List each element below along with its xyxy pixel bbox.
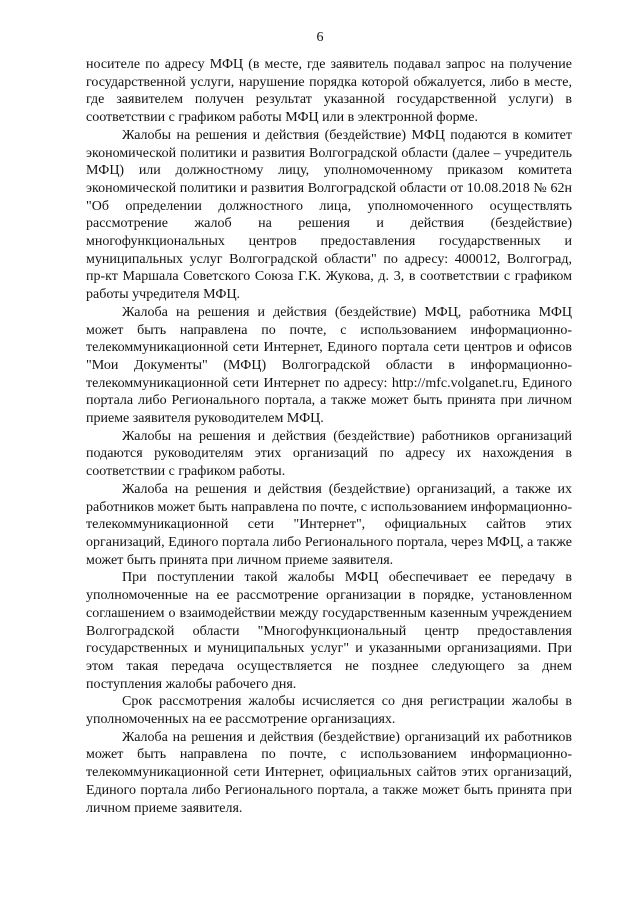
paragraph-continuation: носителе по адресу МФЦ (в месте, где заявитель подавал запрос на получение государственной услуги, нарушение порядка которой обжалуется, либо в месте, где заявителем получен результат указанной государственной услуги) в соответствии с графиком работы МФЦ или в электронной форме. <box>86 57 572 126</box>
paragraph: Жалобы на решения и действия (бездействие) работников организаций подаются руководителям этих организаций по адресу их нахождения в соответствии с графиком работы. <box>86 428 572 480</box>
paragraph: Срок рассмотрения жалобы исчисляется со дня регистрации жалобы в уполномоченных на ее рассмотрение организациях. <box>86 694 572 728</box>
page-number: 6 <box>316 30 324 45</box>
paragraph: Жалоба на решения и действия (бездействие) МФЦ, работника МФЦ может быть направлена по почте, с использованием информационно-телекоммуникационной сети Интернет, Единого портала сети центров и офисов "Мои Документы" (МФЦ) Волгоградской области в информационно-телекоммуникационной сети Интернет по адресу: http://mfc.volganet.ru, Единого портала либо Регионального портала, а также может быть принята при личном приеме заявителя руководителем МФЦ. <box>86 304 572 427</box>
paragraph: При поступлении такой жалобы МФЦ обеспечивает ее передачу в уполномоченные на ее рассмотрение организации в порядке, установленном соглашением о взаимодействии между государственным казенным учреждением Волгоградской области "Многофункциональный центр предоставления государственных и муниципальных услуг" и указанными организациями. При этом такая передача осуществляется не позднее следующего за днем поступления жалобы рабочего дня. <box>86 570 572 692</box>
paragraph: Жалоба на решения и действия (бездействие) организаций их работников может быть направлена по почте, с использованием информационно-телекоммуникационной сети Интернет, официальных сайтов этих организаций, Единого портала либо Регионального портала, а также может быть принята при личном приеме заявителя. <box>86 729 572 816</box>
paragraph: Жалобы на решения и действия (бездействие) МФЦ подаются в комитет экономической политики и развития Волгоградской области (далее – учредитель МФЦ) или должностному лицу, уполномоченному приказом комитета экономической политики и развития Волгоградской области от 10.08.2018 № 62н "Об определении должностного лица, уполномоченного осуществлять рассмотрение жалоб на решения и действия (бездействие) многофункциональных центров предоставления государственных и муниципальных услуг Волгоградской области" по адресу: 400012, Волгоград, пр-кт Маршала Советского Союза Г.К. Жукова, д. 3, в соответствии с графиком работы учредителя МФЦ. <box>86 127 572 303</box>
paragraph: Жалоба на решения и действия (бездействие) организаций, а также их работников может быть направлена по почте, с использованием информационно-телекоммуникационной сети "Интернет", официальных сайтов этих организаций, Единого портала либо Регионального портала, через МФЦ, а также может быть принята при личном приеме заявителя. <box>86 481 572 568</box>
document-body <box>86 56 572 817</box>
